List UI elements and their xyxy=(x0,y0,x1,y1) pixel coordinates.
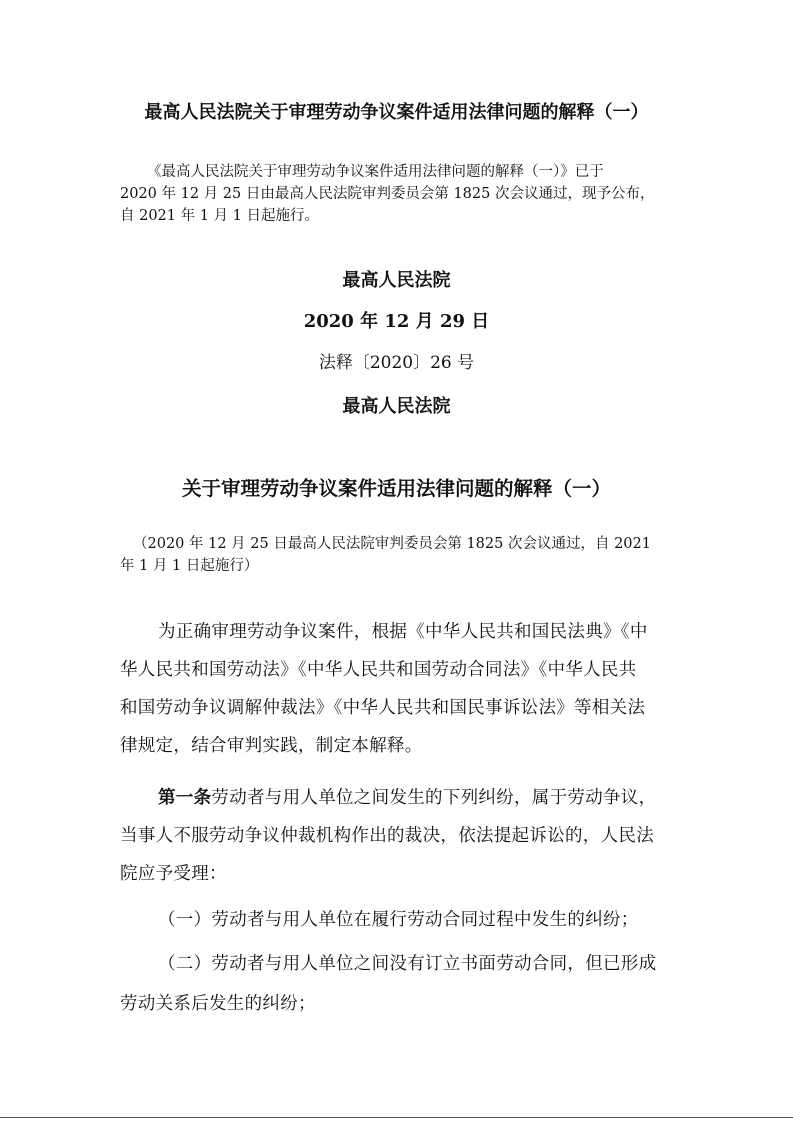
preamble-line-3: 和国劳动争议调解仲裁法》《中华人民共和国民事诉讼法》等相关法 xyxy=(120,698,646,718)
document-title: 最高人民法院关于审理劳动争议案件适用法律问题的解释（一） xyxy=(144,102,649,123)
preamble-line-4: 律规定，结合审判实践，制定本解释。 xyxy=(120,736,423,756)
intro-line-3: 自 2021 年 1 月 1 日起施行。 xyxy=(120,208,320,224)
issuer-name: 最高人民法院 xyxy=(342,270,451,291)
issuer-heading: 最高人民法院 xyxy=(342,396,451,417)
article-1-item-1: （一）劳动者与用人单位在履行劳动合同过程中发生的纠纷； xyxy=(158,910,639,930)
article-1-line-3: 院应予受理： xyxy=(120,864,227,884)
article-1-first-line-text: 劳动者与用人单位之间发生的下列纠纷，属于劳动争议， xyxy=(211,788,657,808)
preamble-line-2: 华人民共和国劳动法》《中华人民共和国劳动合同法》《中华人民共 xyxy=(120,660,637,680)
article-1-item-2: （二）劳动者与用人单位之间没有订立书面劳动合同，但已形成 xyxy=(158,954,657,974)
issue-date: 2020 年 12 月 29 日 xyxy=(303,311,490,332)
page-bottom-rule xyxy=(0,1117,793,1118)
article-1-first-line xyxy=(158,784,656,809)
adoption-note-line-1: （2020 年 12 月 25 日最高人民法院审判委员会第 1825 次会议通过，自 2021 xyxy=(133,536,651,552)
intro-line-2: 2020 年 12 月 25 日由最高人民法院审判委员会第 1825 次会议通过，现予公布， xyxy=(120,186,655,202)
preamble-line-1: 为正确审理劳动争议案件，根据《中华人民共和国民法典》《中 xyxy=(158,622,648,642)
interpretation-title: 关于审理劳动争议案件适用法律问题的解释（一） xyxy=(181,477,611,500)
article-1-item-2-continuation: 劳动关系后发生的纠纷； xyxy=(120,994,316,1014)
article-1-line-2: 当事人不服劳动争议仲裁机构作出的裁决，依法提起诉讼的，人民法 xyxy=(120,826,654,846)
adoption-note-line-2: 年 1 月 1 日起施行） xyxy=(120,558,259,574)
intro-line-1: 《最高人民法院关于审理劳动争议案件适用法律问题的解释（一）》已于 xyxy=(147,164,604,180)
article-1-label: 第一条 xyxy=(158,788,212,808)
document-number: 法释〔2020〕26 号 xyxy=(318,353,475,373)
